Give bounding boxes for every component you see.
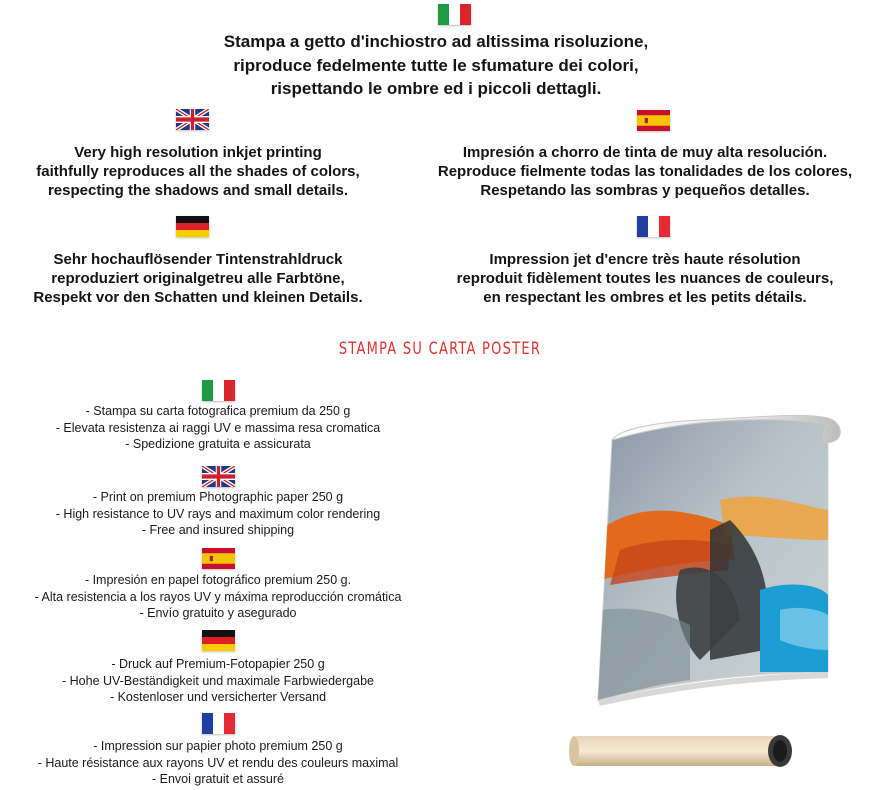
- intro-line: Stampa a getto d'inchiostro ad altissima risoluzione,: [223, 32, 649, 51]
- poster-tube: [569, 735, 792, 767]
- intro-line: reproduit fidèlement toutes les nuances de couleurs,: [456, 270, 834, 287]
- features-english: [0, 489, 436, 539]
- features-spanish: [0, 572, 436, 622]
- italy-flag: [438, 4, 471, 25]
- feature-item: - Elevata resistenza ai raggi UV e massima resa cromatica: [55, 420, 381, 435]
- feature-item: - Kostenloser und versicherter Versand: [109, 690, 327, 704]
- uk-flag: [202, 466, 235, 487]
- intro-line: faithfully reproduces all the shades of colors,: [36, 163, 360, 180]
- feature-item: - Impresión en papel fotográfico premium 250 g.: [84, 573, 352, 587]
- germany-flag: [176, 216, 209, 237]
- intro-english: [0, 143, 396, 200]
- rolled-poster-image: [560, 410, 860, 790]
- intro-line: riproduce fedelmente tutte le sfumature dei colori,: [233, 55, 639, 75]
- poster-illustration: [560, 410, 860, 790]
- spain-flag: [637, 110, 670, 131]
- features-french: [0, 738, 436, 788]
- germany-flag: [202, 630, 235, 651]
- section-title: STAMPA SU CARTA POSTER: [338, 339, 542, 359]
- uk-flag: [176, 109, 209, 130]
- intro-italian: [136, 30, 736, 101]
- spain-flag: [202, 548, 235, 569]
- france-flag: [637, 216, 670, 237]
- feature-item: - High resistance to UV rays and maximum color rendering: [55, 506, 381, 521]
- feature-item: - Druck auf Premium-Fotopapier 250 g: [111, 657, 325, 671]
- intro-line: rispettando le ombre ed i piccoli dettagli.: [270, 79, 602, 98]
- intro-line: Impression jet d'encre très haute résolution: [489, 251, 801, 268]
- intro-line: reproduziert originalgetreu alle Farbtöne,: [51, 270, 345, 287]
- intro-german: [0, 250, 396, 307]
- intro-line: Respekt vor den Schatten und kleinen Details.: [33, 289, 363, 306]
- intro-line: Respetando las sombras y pequeños detalles.: [480, 182, 810, 199]
- intro-french: [418, 250, 872, 307]
- features-german: [0, 656, 436, 706]
- intro-spanish: [418, 143, 872, 200]
- feature-item: - Haute résistance aux rayons UV et rendu des couleurs maximal: [37, 755, 399, 770]
- intro-line: Impresión a chorro de tinta de muy alta resolución.: [462, 144, 828, 161]
- feature-item: - Print on premium Photographic paper 250 g: [92, 490, 344, 504]
- feature-item: - Stampa su carta fotografica premium da 250 g: [85, 404, 351, 418]
- feature-item: - Envío gratuito y asegurado: [139, 606, 297, 620]
- feature-item: - Hohe UV-Beständigkeit und maximale Farbwiedergabe: [62, 673, 374, 688]
- features-italian: [0, 403, 436, 453]
- intro-line: en respectant les ombres et les petits détails.: [483, 289, 807, 306]
- france-flag: [202, 713, 235, 734]
- feature-item: - Alta resistencia a los rayos UV y máxima reproducción cromática: [34, 589, 402, 604]
- intro-line: respecting the shadows and small details.: [47, 182, 349, 199]
- intro-line: Reproduce fielmente todas las tonalidades de los colores,: [437, 163, 853, 180]
- intro-line: Very high resolution inkjet printing: [74, 144, 322, 161]
- feature-item: - Envoi gratuit et assuré: [151, 772, 284, 786]
- feature-item: - Impression sur papier photo premium 250 g: [93, 739, 343, 753]
- italy-flag: [202, 380, 235, 401]
- intro-line: Sehr hochauflösender Tintenstrahldruck: [53, 251, 343, 268]
- feature-item: - Free and insured shipping: [141, 523, 295, 537]
- feature-item: - Spedizione gratuita e assicurata: [125, 437, 311, 451]
